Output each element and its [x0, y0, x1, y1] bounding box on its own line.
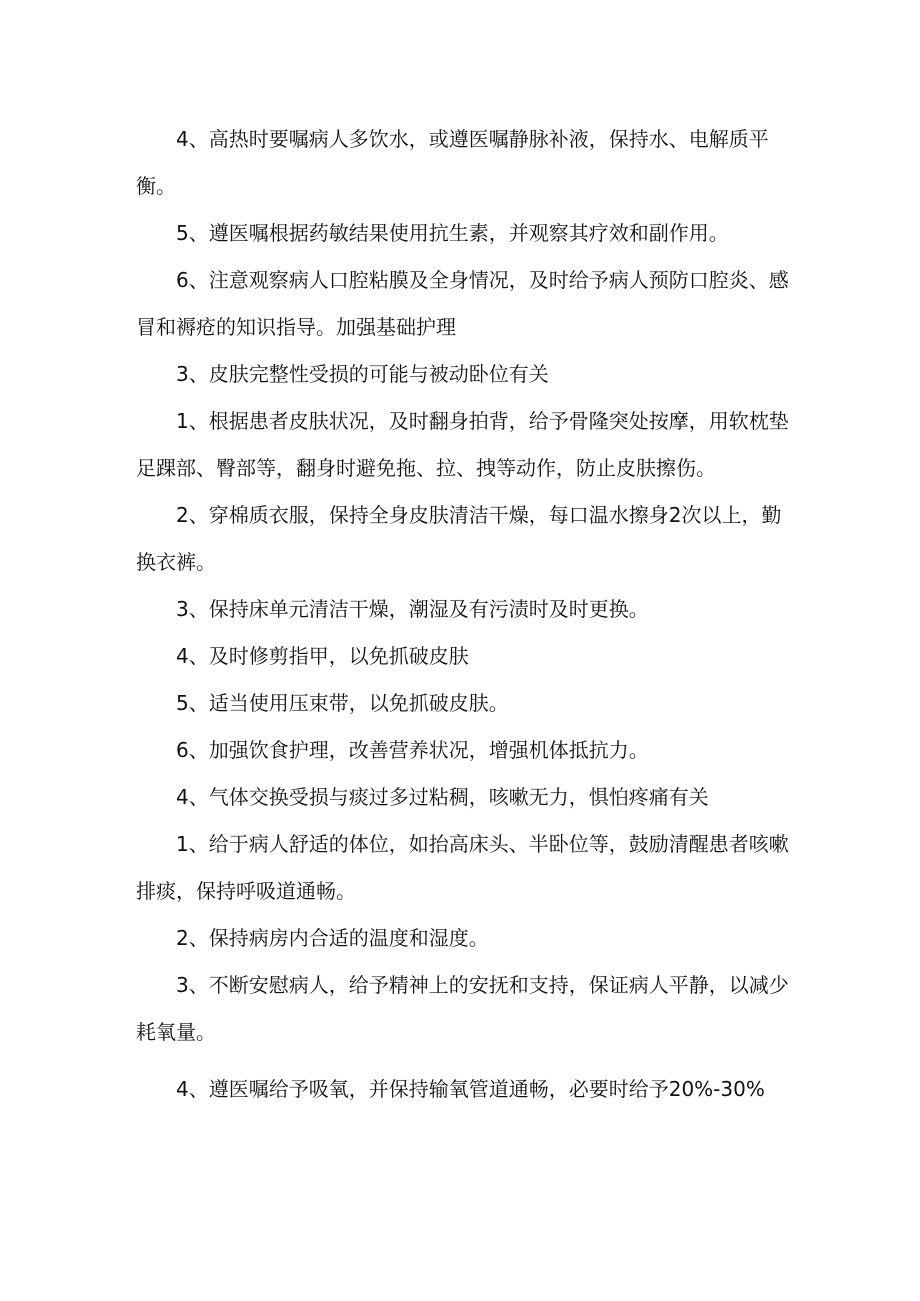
paragraph-positioning: 1、给于病人舒适的体位，如抬高床头、半卧位等，鼓励清醒患者咳嗽排痰，保持呼吸道通畅。	[136, 832, 789, 903]
paragraph-heading-gas-exchange: 4、气体交换受损与痰过多过粘稠，咳嗽无力，惧怕疼痛有关	[176, 785, 709, 809]
paragraph-comfort-patient: 3、不断安慰病人，给予精神上的安抚和支持，保证病人平静，以减少耗氧量。	[136, 973, 789, 1044]
paragraph-fluid-balance: 4、高热时要嘱病人多饮水，或遵医嘱静脉补液，保持水、电解质平衡。	[136, 127, 769, 198]
paragraph-room-climate: 2、保持病房内合适的温度和湿度。	[176, 926, 489, 950]
paragraph-oral-care: 6、注意观察病人口腔粘膜及全身情况，及时给予病人预防口腔炎、感冒和褥疮的知识指导。加强基础护理	[136, 268, 789, 339]
paragraph-bed-linen: 3、保持床单元清洁干燥，潮湿及有污渍时及时更换。	[176, 597, 649, 621]
paragraph-antibiotics: 5、遵医嘱根据药敏结果使用抗生素，并观察其疗效和副作用。	[176, 221, 729, 245]
paragraph-nutrition: 6、加强饮食护理，改善营养状况，增强机体抵抗力。	[176, 738, 649, 762]
paragraph-restraint-strap: 5、适当使用压束带，以免抓破皮肤。	[176, 691, 509, 715]
paragraph-heading-skin-integrity: 3、皮肤完整性受损的可能与被动卧位有关	[176, 362, 549, 386]
paragraph-cotton-clothing: 2、穿棉质衣服，保持全身皮肤清洁干燥，每口温水擦身2次以上，勤换衣裤。	[136, 503, 782, 574]
paragraph-oxygen: 4、遵医嘱给予吸氧，并保持输氧管道通畅，必要时给予20%-30%	[176, 1077, 765, 1101]
paragraph-turning-massage: 1、根据患者皮肤状况，及时翻身拍背，给予骨隆突处按摩，用软枕垫足踝部、臀部等，翻身时避免拖、拉、拽等动作，防止皮肤擦伤。	[136, 409, 789, 480]
paragraph-trim-nails: 4、及时修剪指甲，以免抓破皮肤	[176, 644, 469, 668]
document-body	[136, 116, 796, 1113]
